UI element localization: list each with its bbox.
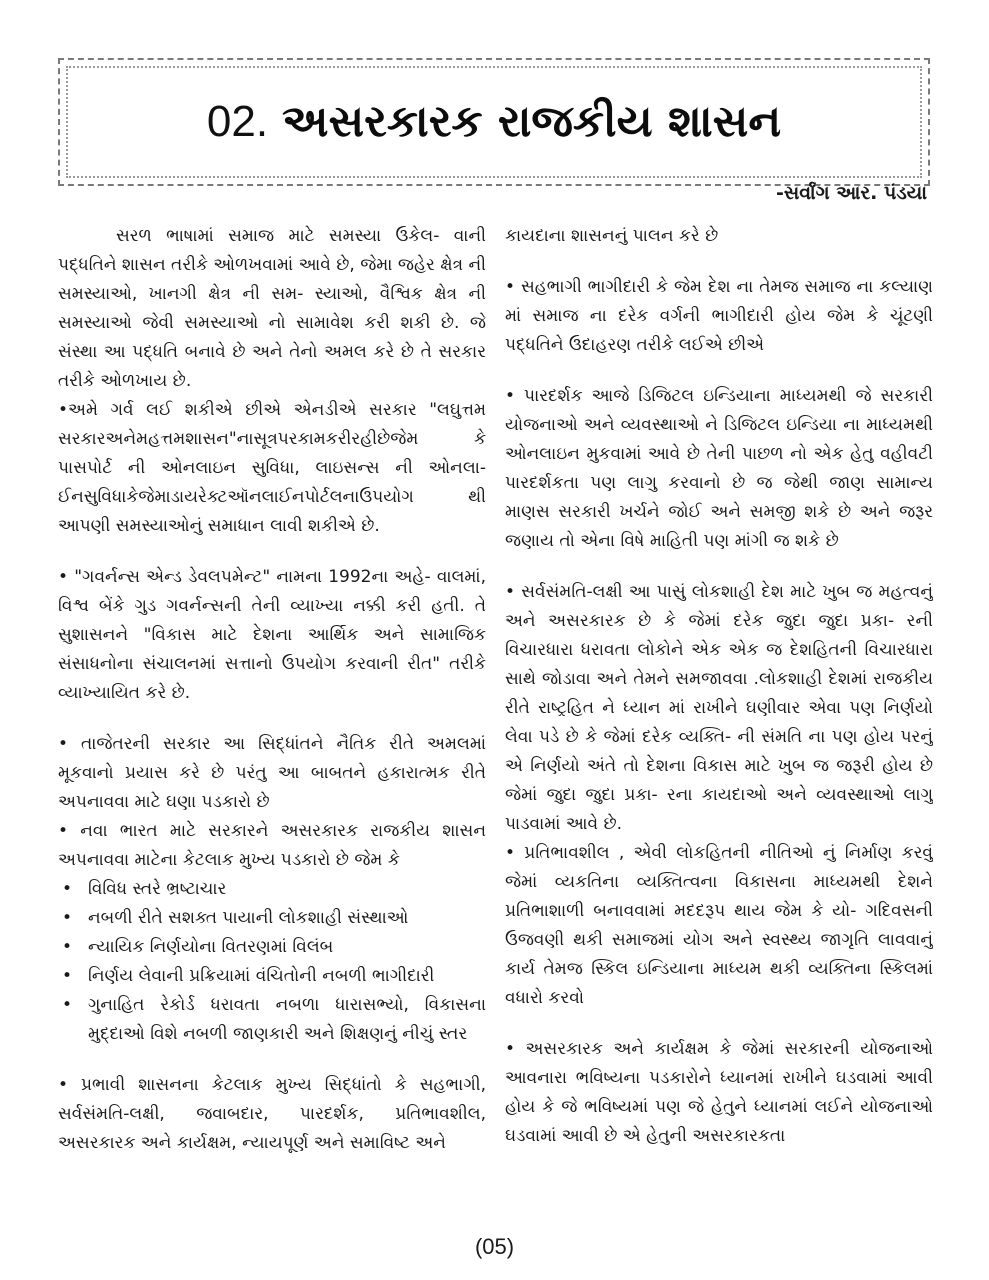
challenge-item: • ગુનાહિત રેકોર્ડ ધરાવતા નબળા ધારાસભ્યો, વિકાસના મુદ્દાઓ વિશે નબળી જાણકારી અને શિક્ષણનું નીચું સ્તર <box>58 991 486 1049</box>
article-title-text: અસરકારક રાજકીય શાસન <box>282 96 782 147</box>
challenge-item: • ન્યાયિક નિર્ણયોના વિતરણમાં વિલંબ <box>58 933 486 962</box>
challenge-item: • વિવિધ સ્તરે ભ્રષ્ટાચાર <box>58 875 486 904</box>
principles-paragraph: • પ્રભાવી શાસનના કેટલાક મુખ્ય સિદ્ધાંતો કે સહભાગી, સર્વસંમતિ-લક્ષી, જવાબદાર, પારદર્શક, પ્રતિભાવશીલ, અસરકારક અને કાર્યક્ષમ, ન્યાયપૂર્ણ અને સમાવિષ્ટ અને <box>58 1075 486 1153</box>
challenge-item: • નિર્ણય લેવાની પ્રક્રિયામાં વંચિતોની નબળી ભાગીદારી <box>58 962 486 991</box>
title-frame <box>58 58 930 186</box>
world-bank-paragraph: • "ગવર્નન્સ એન્ડ ડેવલપમેન્ટ" નામના 1992ના અહે- વાલમાં, વિશ્વ બેંકે ગુડ ગવર્નન્સની તેની વ્યાખ્યા નક્કી કરી હતી. તે સુશાસનને "વિકાસ માટે દેશના આર્થિક અને સામાજિક સંસાધનોના સંચાલનમાં સત્તાનો ઉપયોગ કરવાની રીત" તરીકે વ્યાખ્યાયિત કરે છે. <box>58 567 486 703</box>
efficient-paragraph: • અસરકારક અને કાર્યક્ષમ કે જેમાં સરકારની યોજનાઓ આવનારા ભવિષ્યના પડકારોને ધ્યાનમાં રાખીને ઘડવામાં આવી હોય કે જે ભવિષ્યમાં પણ જે હેતુને ધ્યાનમાં લઈને યોજનાઓ ઘડવામાં આવી છે એ હેતુની અસરકારકતા <box>505 1039 933 1146</box>
new-india-paragraph: • નવા ભારત માટે સરકારને અસરકારક રાજકીય શાસન અપનાવવા માટેના કેટલાક મુખ્ય પડકારો છે જેમ કે <box>58 821 486 870</box>
intro-paragraph: સરળ ભાષામાં સમાજ માટે સમસ્યા ઉકેલ- વાની પદ્ધતિને શાસન તરીકે ઓળખવામાં આવે છે, જેમા જહેર ક્ષેત્ર ની સમસ્યાઓ, ખાનગી ક્ષેત્ર ની સમ- સ્યાઓ, વૈશ્વિક ક્ષેત્ર ની સમસ્યાઓ જેવી સમસ્યાઓ નો સામાવેશ કરી શકી છે. જે સંસ્થા આ પદ્ધતિ બનાવે છે અને તેનો અમલ કરે છે તે સરકાર તરીકે ઓળખાય છે. <box>58 226 486 391</box>
transparency-paragraph: • પારદર્શક આજે ડિજિટલ ઇન્ડિયાના માધ્યમથી જે સરકારી યોજનાઓ અને વ્યવસ્થાઓ ને ડિજિટલ ઇન્ડિયા ના માધ્યમથી ઓનલાઇન મુકવામાં આવે છે તેની પાછળ નો એક હેતુ વહીવટી પારદર્શકતા પણ લાગુ કરવાનો છે જ જેથી જાણ સામાન્ય માણસ સરકારી ખર્ચને જોઈ અને સમજી શકે છે અને જરૂર જણાય તો એના વિષે માહિતી પણ માંગી જ શકે છે <box>505 386 933 551</box>
current-government-paragraph: • તાજેતરની સરકાર આ સિદ્ધાંતને નૈતિક રીતે અમલમાં મૂકવાનો પ્રયાસ કરે છે પરંતુ આ બાબતને હકારાત્મક રીતે અપનાવવા માટે ઘણા પડકારો છે <box>58 734 486 812</box>
continuation-line: કાયદાના શાસનનું પાલન કરે છે <box>505 226 719 246</box>
article-number: 02. <box>206 97 269 146</box>
challenge-item: • નબળી રીતે સશક્ત પાયાની લોકશાહી સંસ્થાઓ <box>58 904 486 933</box>
author-byline: -સર્વાંગ આર. પંડયા <box>775 182 927 204</box>
right-column <box>505 222 933 1222</box>
responsive-paragraph: • પ્રતિભાવશીલ , એવી લોકહિતની નીતિઓ નું નિર્માણ કરવું જેમાં વ્યકતિના વ્યક્તિત્વના વિકાસના માધ્યમથી દેશને પ્રતિભાશાળી બનાવવામાં મદદરૂપ થાય જેમ કે યો- ગદિવસની ઉજવણી થકી સમાજમાં યોગ અને સ્વસ્થ્ય જાગૃતિ લાવવાનું કાર્ય તેમજ સ્કિલ ઇન્ડિયાના માધ્યમ થકી વ્યક્તિના સ્કિલમાં વધારો કરવો <box>505 843 933 1008</box>
challenges-list <box>58 875 486 1049</box>
article-title <box>60 92 928 152</box>
left-column <box>58 222 486 1222</box>
nda-paragraph: •અમે ગર્વ લઈ શકીએ છીએ એનડીએ સરકાર "લઘુત્તમ સરકારઅનેમહત્તમશાસન"નાસૂત્રપરકામકરીરહીછેજેમ કે પાસપોર્ટ ની ઓનલાઇન સુવિધા, લાઇસન્સ ની ઓનલા- ઈનસુવિધાકેજેમાડાયરેક્ટઑનલાઈનપોર્ટલનાઉપયોગ થી આપણી સમસ્યાઓનું સમાધાન લાવી શકીએ છે. <box>58 400 486 536</box>
participation-paragraph: • સહભાગી ભાગીદારી કે જેમ દેશ ના તેમજ સમાજ ના કલ્યાણ માં સમાજ ના દરેક વર્ગની ભાગીદારી હોય જેમ કે ચૂંટણી પદ્ધતિને ઉદાહરણ તરીકે લઈએ છીએ <box>505 277 933 355</box>
page-number: (05) <box>474 1234 515 1259</box>
consensus-paragraph: • સર્વસંમતિ-લક્ષી આ પાસું લોકશાહી દેશ માટે ખુબ જ મહત્વનું અને અસરકારક છે કે જેમાં દરેક જુદા જુદા પ્રકા- રની વિચારધારા ધરાવતા લોકોને એક એક જ દેશહિતની વિચારધારા સાથે જોડાવા અને તેમને સમજાવવા .લોકશાહી દેશમાં રાજકીય રીતે રાષ્ટ્રહિત ને ધ્યાન માં રાખીને ઘણીવાર એવા પણ નિર્ણયો લેવા પડે છે કે જેમાં દરેક વ્યક્તિ- ની સંમતિ ના પણ હોય પરનું એ નિર્ણયો અંતે તો દેશના વિકાસ માટે ખુબ જ જરૂરી હોય છે જેમાં જુદા જુદા પ્રકા- રના કાયદાઓ અને વ્યવસ્થાઓ લાગુ પાડવામાં આવે છે. <box>505 582 933 834</box>
